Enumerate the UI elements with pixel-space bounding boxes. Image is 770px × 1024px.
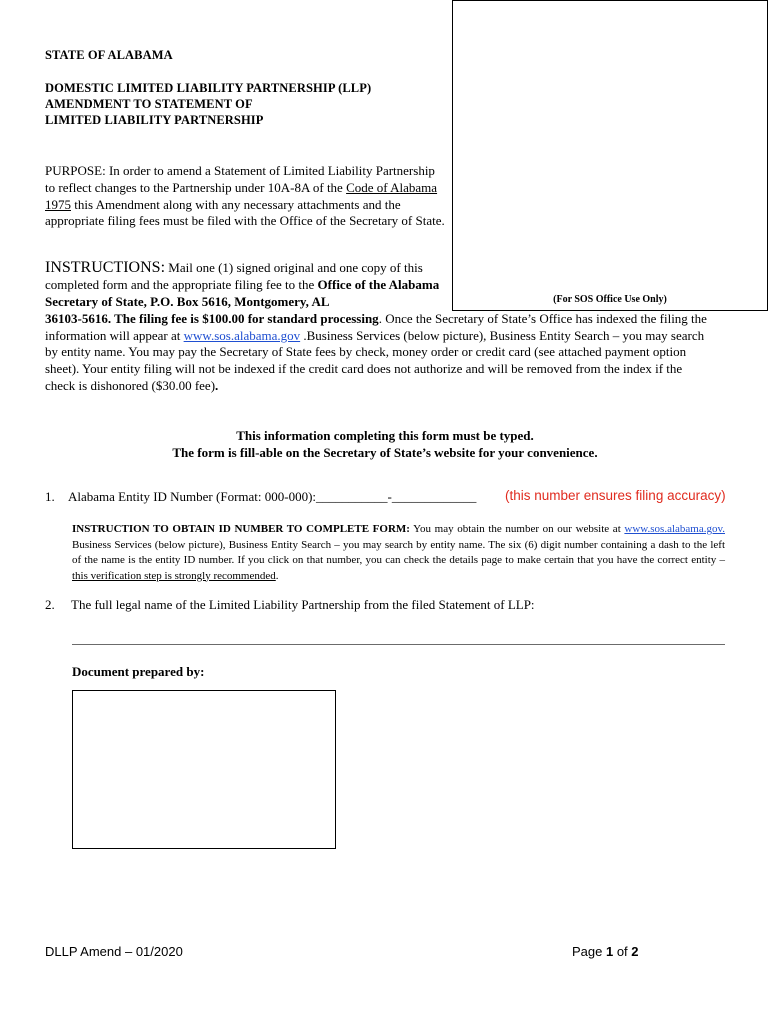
form-title-line-1: DOMESTIC LIMITED LIABILITY PARTNERSHIP (LLP) (45, 81, 372, 95)
item-1-number: 1. (45, 489, 55, 504)
code-of-alabama-reference: Code of Alabama 1975 (45, 179, 438, 212)
instructions-text: Mail one (1) signed original and one copy of this completed form and the appropriate filing fee to the (45, 260, 423, 292)
purpose-text-cont: this Amendment along with any necessary attachments and the appropriate filing fees must be filed with the Office of the Secretary of State. (45, 196, 445, 229)
llp-name-label: The full legal name of the Limited Liability Partnership from the filed Statement of LLP: (71, 597, 535, 612)
instructions-paragraph-top (45, 260, 445, 310)
llp-name-input-line[interactable] (72, 644, 725, 645)
of-word: of (613, 944, 632, 959)
typed-notice (0, 427, 770, 461)
entity-id-input[interactable]: ___________-_____________ (316, 489, 477, 504)
page-current: 1 (605, 944, 614, 959)
entity-id-accuracy-note: (this number ensures filing accuracy) (505, 488, 726, 503)
sos-mailing-address: Office of the Alabama Secretary of State, P.O. Box 5616, Montgomery, AL (45, 276, 440, 309)
instructions-text-end: .Business Services (below picture), Business Entity Search – you may search by entity name. You may pay the Secretary of State fees by check, money order or credit card (see attached payment option sheet). Your entity filing will not be indexed if the credit card does not authorize and will be removed from the index if the check is dishonored ($30.00 fee) (45, 327, 705, 393)
entity-id-label: Alabama Entity ID Number (Format: 000-000): (68, 489, 317, 504)
purpose-paragraph (45, 163, 445, 230)
entity-id-field (45, 489, 476, 505)
instructions-paragraph-bottom (45, 311, 715, 395)
typed-notice-line-1: This information completing this form must be typed. (236, 428, 534, 443)
page-total: 2 (631, 944, 639, 959)
id-instructions-paragraph (72, 522, 725, 584)
state-heading: STATE OF ALABAMA (45, 48, 173, 62)
id-instructions-heading: INSTRUCTION TO OBTAIN ID NUMBER TO COMPLETE FORM: (72, 523, 410, 535)
sos-office-use-box (452, 0, 768, 311)
filing-fee-text: 36103-5616. The filing fee is $100.00 for standard processing (45, 311, 379, 326)
page-number-footer (572, 944, 639, 959)
page-word: Page (572, 944, 606, 959)
instructions-heading: INSTRUCTIONS: (45, 259, 166, 276)
item-2-number: 2. (45, 597, 55, 612)
prepared-by-label: Document prepared by: (72, 664, 205, 679)
instructions-period: . (215, 377, 219, 393)
instructions-text-cont: . Once the Secretary of State’s Office has indexed the filing the information will appear at (45, 311, 707, 343)
form-title-line-3: LIMITED LIABILITY PARTNERSHIP (45, 113, 264, 127)
typed-notice-line-2: The form is fill-able on the Secretary of State’s website for your convenience. (172, 445, 598, 460)
purpose-text: PURPOSE: In order to amend a Statement of Limited Liability Partnership to reflect changes to the Partnership under 10A-8A of the (45, 163, 435, 195)
sos-website-link-2[interactable]: www.sos.alabama.gov. (624, 523, 725, 535)
id-instructions-text-cont: Business Services (below picture), Business Entity Search – you may search by entity name. The six (6) digit number containing a dash to the left of the name is the entity ID number. If you click on that number, you can check the details page to make certain that you have the correct entity – (72, 538, 725, 566)
sos-office-use-label: (For SOS Office Use Only) (553, 294, 667, 305)
id-instructions-period: . (275, 569, 279, 582)
form-title-line-2: AMENDMENT TO STATEMENT OF (45, 97, 253, 111)
verification-recommendation: this verification step is strongly recommended (72, 569, 276, 582)
llp-name-field (45, 597, 535, 613)
sos-website-link[interactable]: www.sos.alabama.gov (183, 327, 301, 343)
prepared-by-input-box[interactable] (72, 690, 336, 849)
form-version-footer: DLLP Amend – 01/2020 (45, 944, 183, 959)
id-instructions-text: You may obtain the number on our website at (409, 523, 625, 535)
